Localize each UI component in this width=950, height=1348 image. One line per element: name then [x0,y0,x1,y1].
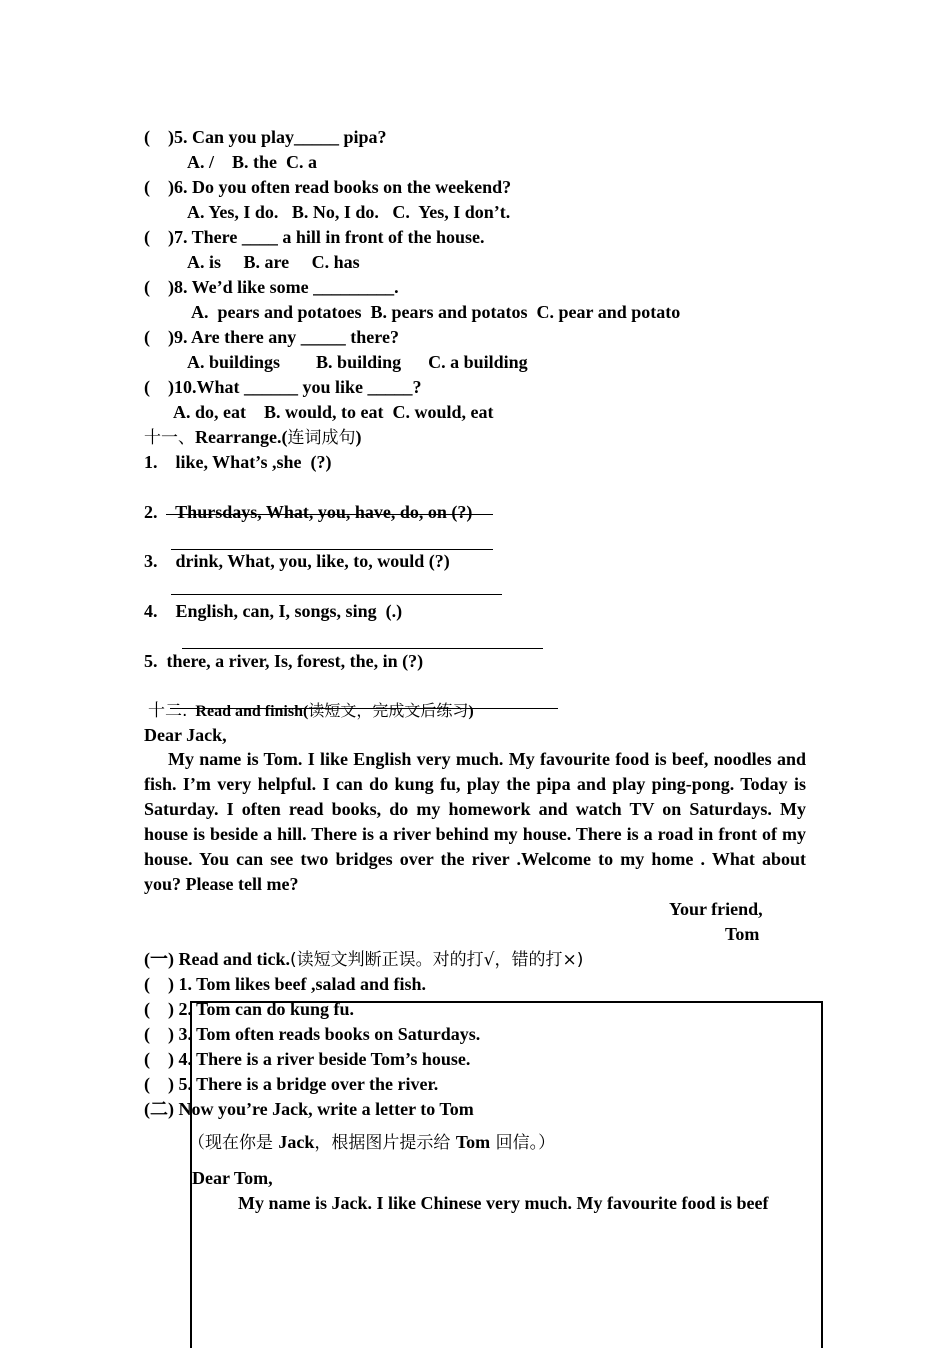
answer-line-2[interactable] [171,549,493,550]
question-7: ( )7. There ____ a hill in front of the house. [144,227,485,247]
tick-item-1: ( ) 1. Tom likes beef ,salad and fish. [144,974,427,994]
reply-greeting: Dear Tom, [192,1168,273,1188]
reading-heading-prefix: 十二. [148,701,188,721]
options-9: A. buildings B. building C. a building [187,352,528,372]
rearrange-item-2: 2. Thursdays, What, you, have, do, on (?) [144,502,473,522]
letter-greeting: Dear Jack, [144,725,227,745]
letter-task-tom: Tom [455,1132,491,1152]
letter-task-instruction [188,1131,555,1154]
answer-line-3[interactable] [171,594,502,595]
reading-heading-zh: 读短文，完成文后练习 [308,701,469,720]
tick-heading [144,948,583,971]
answer-line-1[interactable] [166,514,493,515]
rearrange-item-1: 1. like, What’s ,she (?) [144,452,332,472]
options-5: A. / B. the C. a [187,152,317,172]
rearrange-heading [144,426,361,449]
letter-signature: Tom [725,924,760,944]
letter-closing: Your friend, [669,899,763,919]
rearrange-item-5: 5. there, a river, Is, forest, the, in (?) [144,651,424,671]
rearrange-item-4: 4. English, can, I, songs, sing (.) [144,601,403,621]
rearrange-item-3: 3. drink, What, you, like, to, would (?) [144,551,450,571]
question-6: ( )6. Do you often read books on the weekend? [144,177,512,197]
reading-heading-en: Read and finish( [195,703,309,720]
question-8: ( )8. We’d like some _________. [144,277,399,297]
writing-box[interactable] [190,1001,823,1348]
letter-task-jack: Jack [278,1132,315,1152]
options-6: A. Yes, I do. B. No, I do. C. Yes, I don’t. [187,202,511,222]
tick-heading-en: (一) Read and tick. [144,949,291,969]
question-5: ( )5. Can you play_____ pipa? [144,127,387,147]
rearrange-heading-en: Rearrange.( [195,427,288,447]
tick-heading-zh: (读短文判断正误。对的打√，错的打×) [290,950,584,970]
letter-task-zh-mid: ，根据图片提示给 [314,1133,456,1153]
rearrange-heading-zh: 连词成句 [287,428,356,448]
options-10: A. do, eat B. would, to eat C. would, eat [173,402,494,422]
reading-passage: My name is Tom. I like English very much. My favourite food is beef, noodles and fish. I’m very helpful. I can do kung fu, play the pipa and play ping-pong. Today is Saturday. I often read books, do my homework and watch TV on Saturdays. My house is beside a hill. There is a river behind my house. There is a road in front of my house. You can see two bridges over the river .Welcome to my home . What about you? Please tell me? [144,749,806,894]
rearrange-heading-end: ) [355,427,362,447]
letter-task-zh-open: （现在你是 [188,1133,279,1153]
tick-item-2: ( ) 2. Tom can do kung fu. [144,999,355,1019]
letter-task-zh-close: 回信。） [490,1133,556,1153]
reading-heading [148,700,474,723]
answer-line-4[interactable] [182,648,543,649]
tick-item-5: ( ) 5. There is a bridge over the river. [144,1074,439,1094]
question-9: ( )9. Are there any _____ there? [144,327,399,347]
rearrange-heading-prefix: 十一、 [144,428,195,448]
tick-item-3: ( ) 3. Tom often reads books on Saturdays. [144,1024,481,1044]
tick-item-4: ( ) 4. There is a river beside Tom’s house. [144,1049,471,1069]
reply-body: My name is Jack. I like Chinese very much. My favourite food is beef [238,1193,769,1213]
options-7: A. is B. are C. has [187,252,360,272]
reading-heading-end: ) [468,703,474,720]
question-10: ( )10.What ______ you like _____? [144,377,422,397]
letter-task-heading: (二) Now you’re Jack, write a letter to Tom [144,1099,474,1119]
options-8: A. pears and potatoes B. pears and potatos C. pear and potato [191,302,681,322]
